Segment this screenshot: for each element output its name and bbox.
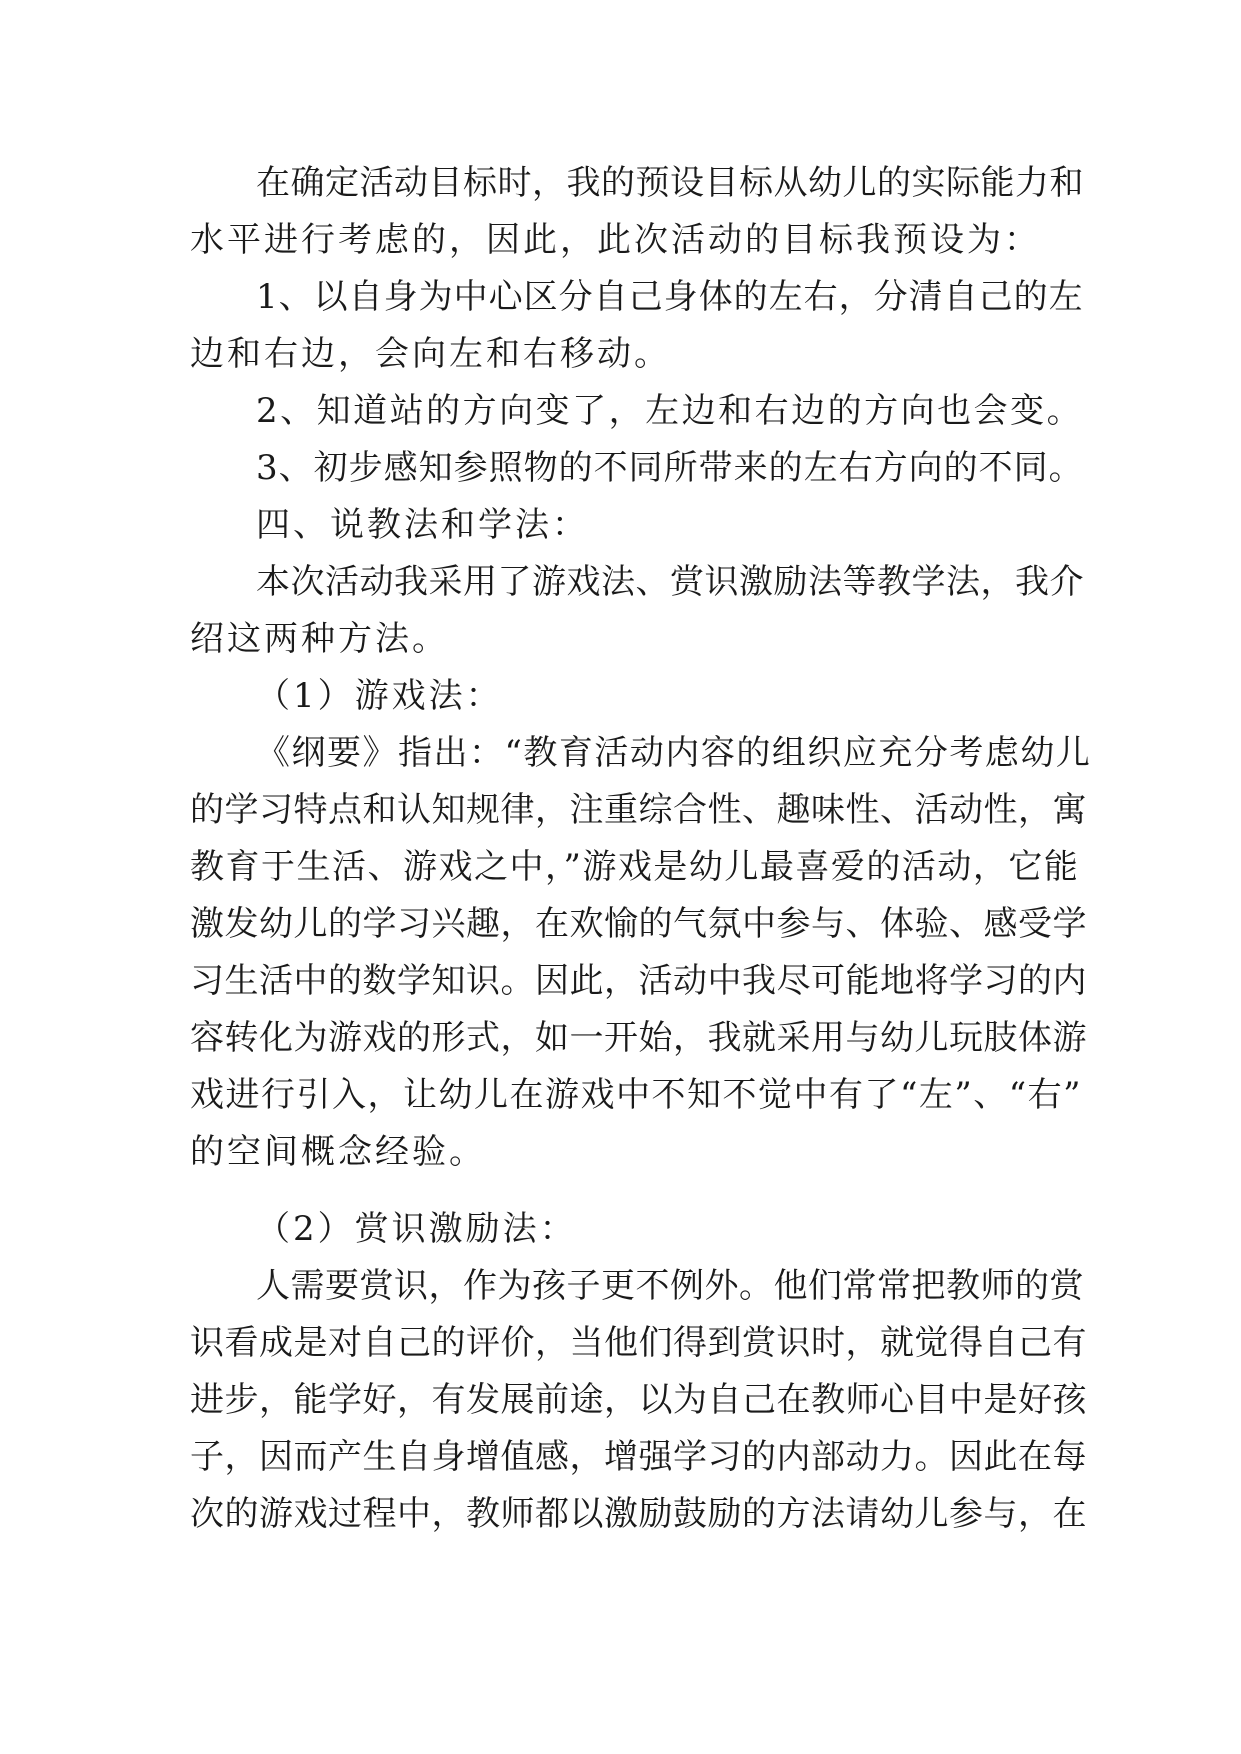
text-line: 容转化为游戏的形式，如一开始，我就采用与幼儿玩肢体游 [190,1018,1087,1058]
text-line: 人需要赏识，作为孩子更不例外。他们常常把教师的赏 [256,1266,1084,1306]
text-line: 本次活动我采用了游戏法、赏识激励法等教学法，我介 [256,562,1084,602]
subsection-heading: （1）游戏法： [256,676,503,716]
text-line: 3、初步感知参照物的不同所带来的左右方向的不同。 [256,448,1084,488]
text-line: 习生活中的数学知识。因此，活动中我尽可能地将学习的内 [190,961,1087,1001]
text-line: 绍这两种方法。 [190,619,449,659]
text-line: 次的游戏过程中，教师都以激励鼓励的方法请幼儿参与，在 [190,1494,1087,1534]
text-line: 水平进行考虑的，因此，此次活动的目标我预设为： [190,220,1041,260]
text-line: 戏进行引入，让幼儿在游戏中不知不觉中有了“左”、“右” [190,1075,1083,1115]
text-line: 的学习特点和认知规律，注重综合性、趣味性、活动性，寓 [190,790,1087,830]
text-line: 子，因而产生自身增值感，增强学习的内部动力。因此在每 [190,1437,1087,1477]
text-line: 在确定活动目标时，我的预设目标从幼儿的实际能力和 [256,163,1084,203]
subsection-heading: （2）赏识激励法： [256,1209,577,1249]
text-line: 的空间概念经验。 [190,1132,486,1172]
text-line: 1、以自身为中心区分自己身体的左右，分清自己的左 [256,277,1084,317]
text-line: 激发幼儿的学习兴趣，在欢愉的气氛中参与、体验、感受学 [190,904,1087,944]
text-line: 2、知道站的方向变了，左边和右边的方向也会变。 [256,391,1084,431]
text-line: 《纲要》指出：“教育活动内容的组织应充分考虑幼儿 [256,733,1092,773]
text-line: 边和右边，会向左和右移动。 [190,334,671,374]
section-heading: 四、说教法和学法： [256,505,589,545]
text-line: 教育于生活、游戏之中，”游戏是幼儿最喜爱的活动，它能 [190,847,1080,887]
text-line: 识看成是对自己的评价，当他们得到赏识时，就觉得自己有 [190,1323,1087,1363]
text-line: 进步，能学好，有发展前途，以为自己在教师心目中是好孩 [190,1380,1087,1420]
